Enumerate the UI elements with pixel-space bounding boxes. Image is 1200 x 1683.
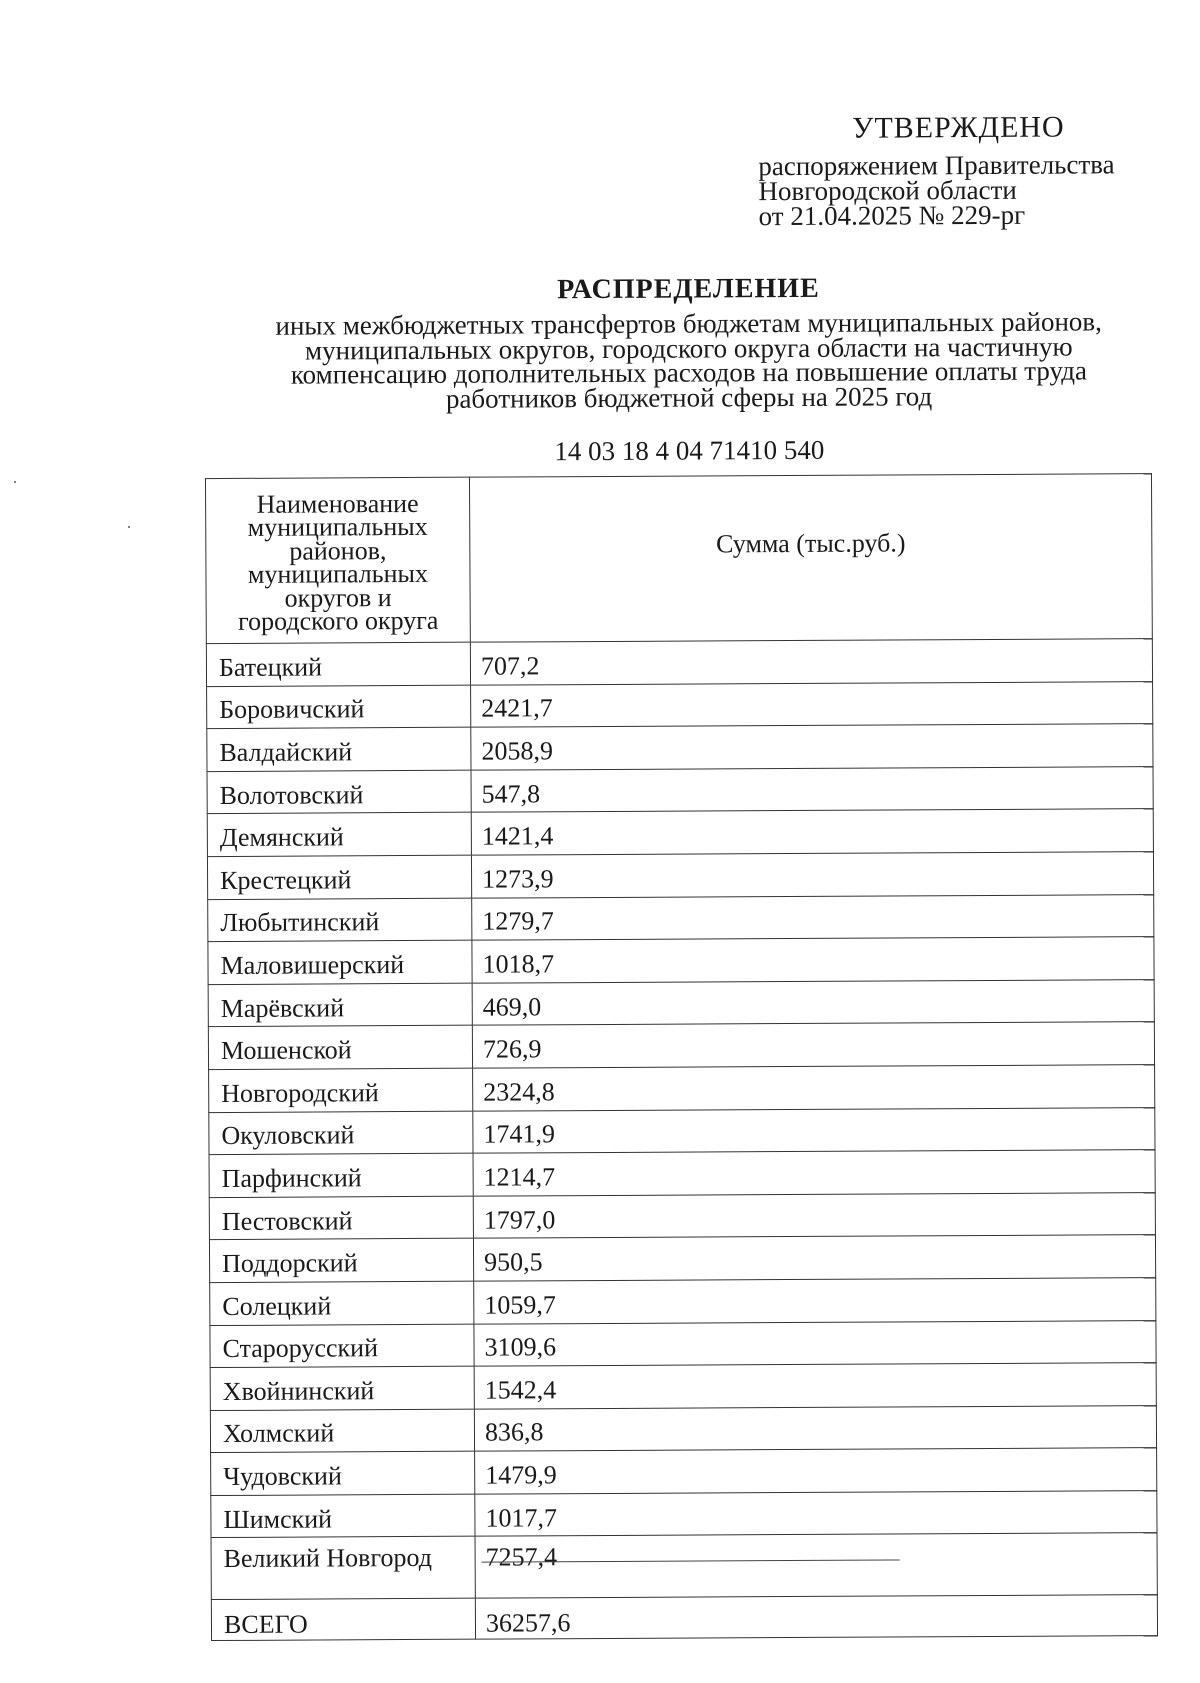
subtitle-line: работников бюджетной сферы на 2025 год	[445, 380, 933, 414]
document-title: РАСПРЕДЕЛЕНИЕ	[557, 272, 820, 306]
header-name-line: городского округа	[237, 605, 439, 636]
approval-line: Новгородской области	[758, 174, 1017, 207]
municipality-name: Великий Новгород	[211, 1537, 475, 1600]
table-row	[209, 1192, 1155, 1240]
table-row	[209, 1065, 1155, 1113]
table-row	[206, 639, 1152, 687]
amount-value: 1542,4	[474, 1363, 1156, 1409]
amount-value: 707,2	[470, 639, 1152, 685]
municipality-name: Любытинский	[208, 898, 472, 942]
table-row	[210, 1320, 1156, 1368]
municipality-name: Чудовский	[211, 1451, 475, 1495]
municipality-name: Холмский	[210, 1409, 474, 1453]
header-name-line: муниципальных	[247, 511, 428, 542]
table-row	[211, 1490, 1157, 1538]
municipality-name: Маловишерский	[208, 940, 472, 984]
subtitle-line: иных межбюджетных трансфертов бюджетам муниципальных районов,	[275, 306, 1102, 341]
table-row	[210, 1278, 1156, 1326]
column-header-sum: Сумма (тыс.руб.)	[469, 474, 1152, 643]
table-row	[207, 766, 1153, 814]
table-row	[207, 852, 1153, 900]
column-header-name	[205, 477, 470, 643]
municipality-name: Старорусский	[210, 1324, 474, 1368]
municipality-name: Демянский	[207, 813, 471, 857]
approval-block	[758, 149, 1115, 232]
amount-value: 469,0	[472, 979, 1154, 1025]
document-subtitle	[211, 306, 1167, 414]
approval-line: распоряжением Правительства	[758, 149, 1115, 182]
amount-value: 3109,6	[474, 1320, 1156, 1366]
scan-speck	[14, 481, 16, 483]
amount-value: 2324,8	[473, 1065, 1155, 1111]
amount-value: 1479,9	[475, 1448, 1157, 1494]
total-label: ВСЕГО	[211, 1599, 475, 1641]
amount-value: 836,8	[474, 1405, 1156, 1451]
table-row	[208, 894, 1154, 942]
table-row	[207, 809, 1153, 857]
total-value: 36257,6	[475, 1595, 1157, 1640]
table-row	[210, 1405, 1156, 1453]
amount-value: 1017,7	[475, 1490, 1157, 1536]
budget-code: 14 03 18 4 04 71410 540	[554, 434, 825, 467]
amount-value: 2058,9	[471, 724, 1153, 770]
table-row	[208, 979, 1154, 1027]
municipality-name: Боровичский	[207, 685, 471, 729]
amount-value: 1273,9	[471, 852, 1153, 898]
scan-speck	[128, 526, 130, 528]
municipality-name: Новгородский	[209, 1068, 473, 1112]
amount-value: 1059,7	[474, 1278, 1156, 1324]
table-row	[210, 1363, 1156, 1411]
amount-value: 7257,4	[475, 1533, 1157, 1599]
approval-title: УТВЕРЖДЕНО	[852, 110, 1065, 145]
municipality-name: Поддорский	[209, 1238, 473, 1282]
table-header-row	[205, 474, 1152, 644]
amount-value: 1797,0	[473, 1192, 1155, 1238]
municipality-name: Хвойнинский	[210, 1366, 474, 1410]
table-row	[207, 724, 1153, 772]
table-row	[211, 1533, 1157, 1600]
amount-value: 547,8	[471, 766, 1153, 812]
municipality-name: Волотовский	[207, 770, 471, 814]
distribution-table	[205, 473, 1158, 1641]
municipality-name: Шимский	[211, 1494, 475, 1538]
municipality-name: Валдайский	[207, 727, 471, 771]
amount-value: 1018,7	[472, 937, 1154, 983]
municipality-name: Марёвский	[208, 983, 472, 1027]
header-name-line: округов и	[284, 582, 392, 613]
total-row	[211, 1595, 1157, 1641]
table-row	[211, 1448, 1157, 1496]
table-row	[208, 1022, 1154, 1070]
approval-line: от 21.04.2025 № 229-рг	[758, 199, 1026, 232]
municipality-name: Парфинский	[209, 1153, 473, 1197]
amount-value: 1741,9	[473, 1107, 1155, 1153]
amount-value: 1214,7	[473, 1150, 1155, 1196]
table-row	[207, 681, 1153, 729]
municipality-name: Мошенской	[208, 1026, 472, 1070]
table-row	[209, 1235, 1155, 1283]
amount-value: 2421,7	[471, 681, 1153, 727]
amount-value: 1279,7	[472, 894, 1154, 940]
municipality-name: Батецкий	[206, 642, 470, 686]
header-name-line: районов,	[289, 535, 387, 566]
municipality-name: Солецкий	[210, 1281, 474, 1325]
amount-value: 1421,4	[471, 809, 1153, 855]
municipality-name: Пестовский	[209, 1196, 473, 1240]
table-row	[209, 1107, 1155, 1155]
header-name-line: муниципальных	[247, 558, 429, 589]
header-name-line: Наименование	[256, 488, 419, 519]
municipality-name: Крестецкий	[207, 855, 471, 899]
subtitle-line: компенсацию дополнительных расходов на повышение оплаты труда	[290, 355, 1088, 390]
municipality-name: Окуловский	[209, 1111, 473, 1155]
table-row	[208, 937, 1154, 985]
amount-value: 950,5	[473, 1235, 1155, 1281]
amount-value: 726,9	[472, 1022, 1154, 1068]
table-row	[209, 1150, 1155, 1198]
subtitle-line: муниципальных округов, городского округа области на частичную	[304, 331, 1073, 366]
